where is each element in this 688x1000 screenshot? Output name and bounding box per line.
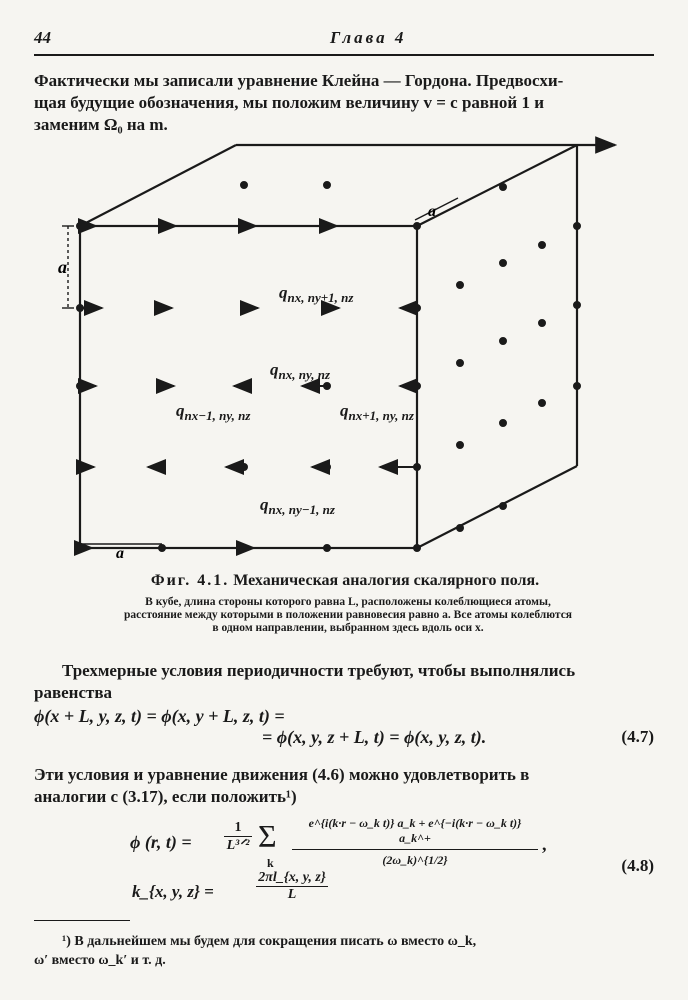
spacing-markers — [62, 198, 458, 544]
page-number: 44 — [34, 28, 51, 47]
body3-line-1: Эти условия и уравнение движения (4.6) можно удовлетворить в — [34, 765, 530, 784]
eq48-numerator: e^{i(k·r − ω_k t)} a_k + e^{−i(k·r − ω_k t)} a_k^+ — [292, 816, 538, 850]
eq48-prefactor — [224, 820, 252, 854]
eq48-denominator: (2ω_k)^{1/2} — [382, 853, 448, 867]
footnote-line-2: ω′ вместо ω_k′ и т. д. — [34, 953, 166, 968]
equation-4-8-number: (4.8) — [621, 856, 654, 875]
footnote — [34, 932, 654, 970]
cube-top-left-edge — [80, 145, 236, 226]
body3-line-2: аналогии с (3.17), если положить¹) — [34, 787, 297, 806]
body2-line-1: Трехмерные условия периодичности требуют, чтобы выполнялись — [62, 661, 576, 680]
cube-bottom-right-edge — [417, 466, 577, 548]
figure-caption — [130, 572, 560, 590]
eq48-k-den: L — [287, 887, 297, 902]
figure-caption-title: Механическая аналогия скалярного поля. — [233, 572, 540, 589]
eq48-prefactor-num: 1 — [224, 820, 252, 837]
eq48-fraction — [292, 816, 538, 868]
page-header — [34, 26, 654, 56]
edge-label-top: a — [428, 203, 436, 220]
figure-description — [58, 596, 638, 635]
equation-4-7-number: (4.7) — [621, 727, 654, 746]
figure-description-line-3: в одном направлении, выбранном здесь вдоль оси x. — [212, 622, 484, 634]
eq48-k-num: 2πl_{x, y, z} — [256, 870, 328, 887]
body-paragraph-conditions — [34, 764, 654, 808]
intro-line-2: щая будущие обозначения, мы положим величину v = c равной 1 и — [34, 93, 544, 112]
eq48-prefactor-den: L³ᐟ² — [226, 838, 250, 853]
eq48-sum-index: k — [267, 856, 274, 870]
cube-top-right-edge — [417, 145, 577, 226]
intro-line-1: Фактически мы записали уравнение Клейна — Гордона. Предвосхи- — [34, 71, 564, 90]
edge-label-bottom: a — [116, 545, 124, 562]
figure-caption-label: Фиг. 4.1. — [150, 572, 230, 589]
label-q-bottom: $q_{nx, ny-1, nz}$ — [260, 495, 335, 517]
eq48-lhs: ϕ (r, t) = — [130, 832, 192, 852]
label-q-left: $q_{nx-1, ny, nz}$ — [176, 401, 251, 423]
intro-line-3: заменим Ω₀ на m. — [34, 115, 168, 134]
label-q-right: $q_{nx+1, ny, nz}$ — [340, 401, 414, 423]
equation-4-7-line-1: ϕ(x + L, y, z, t) = ϕ(x, y + L, z, t) = — [34, 706, 285, 726]
intro-paragraph — [34, 70, 654, 136]
equation-4-7 — [34, 706, 654, 753]
body2-line-2: равенства — [34, 683, 113, 702]
eq48-k-fraction — [256, 870, 328, 903]
body-paragraph-periodicity — [34, 660, 654, 704]
figure-description-line-1: В кубе, длина стороны которого равна L, расположены колеблющиеся атомы, — [145, 596, 551, 608]
figure-description-line-2: расстояние между которыми в положении равновесия равно a. Все атомы колеблются — [123, 609, 573, 621]
displacement-labels — [176, 283, 415, 517]
cube-edges — [80, 145, 577, 548]
equation-4-7-line-2: = ϕ(x, y, z + L, t) = ϕ(x, y, z, t). — [262, 727, 487, 747]
cube-front-face — [80, 226, 417, 548]
eq48-sum-sign: Σ — [258, 818, 277, 854]
eq48-k-lhs: k_{x, y, z} = — [132, 882, 214, 901]
running-title: Глава 4 — [330, 28, 407, 47]
equation-4-8: ϕ (r, t) = 1 L³ᐟ² Σ k $\frac{\text{e\textasciicircum{}\{i(k·r − ω\_k t)\} a\_k + e\textasciicircum{}\{−i(k·r − ω\_k t)\} a\_k\textasciicircum{}+}}{(2\omega\_k)\^{}\{1/2\}}$ , (4.8) k_{x, y, z} = $\frac{2\pi l\_\{x, y, z\}}{L}$ — [130, 816, 654, 902]
footnote-rule — [34, 920, 130, 921]
footnote-line-1: ¹) В дальнейшем мы будем для сокращения писать ω вместо ω_k, — [62, 934, 477, 949]
figure-cube-lattice — [40, 130, 640, 570]
edge-label-left: a — [58, 257, 67, 277]
label-q-center: $q_{nx, ny, nz}$ — [270, 360, 331, 382]
label-q-top: $q_{nx, ny+1, nz}$ — [279, 283, 354, 305]
